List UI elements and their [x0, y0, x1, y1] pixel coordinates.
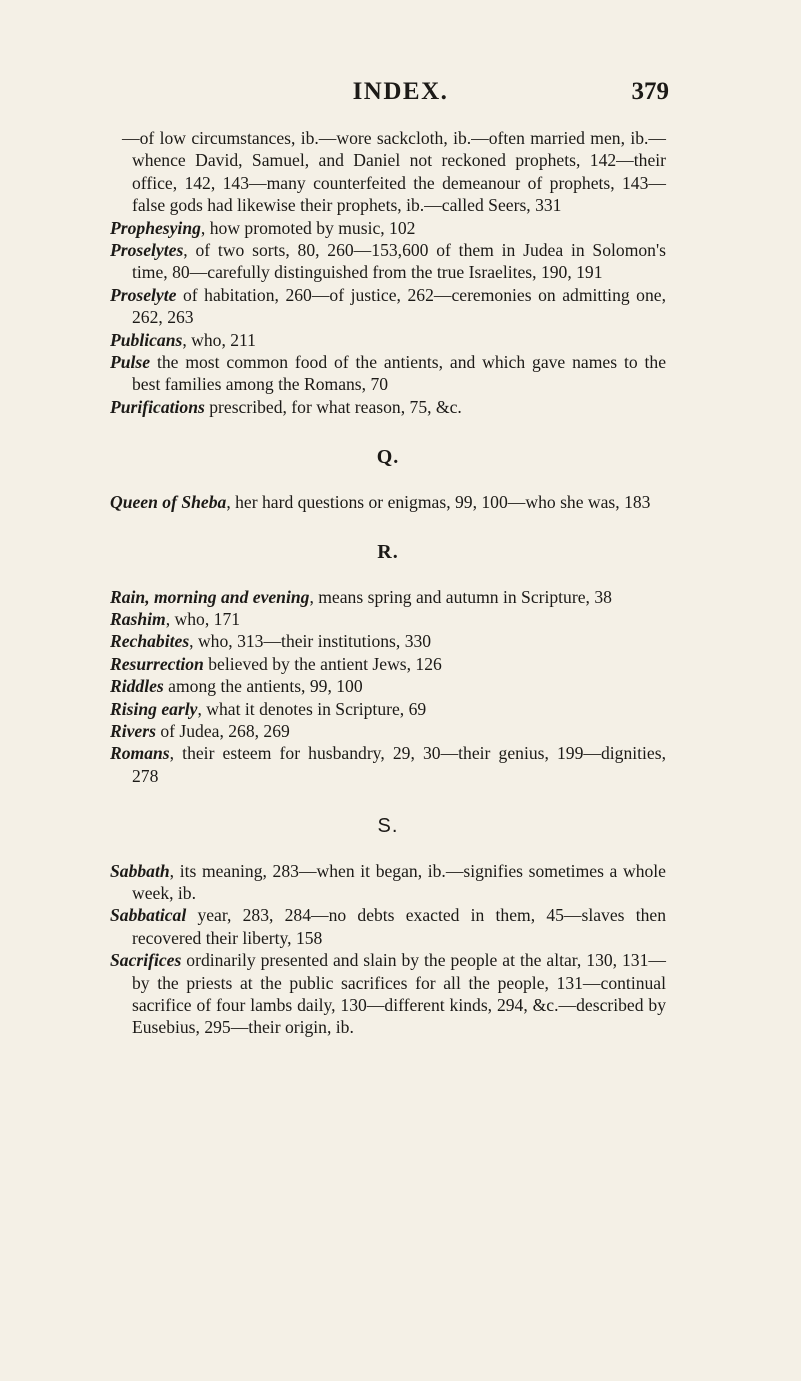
entry-text: —of low circumstances, ib.—wore sackcloth, ib.—often married men, ib.—whence David, Samuel, and Daniel not reckoned prophets, 142—their office, 142, 143—many counterfeited the demeanour of prophets, 143—false gods had likewise their prophets, ib.—called Seers, 331 — [122, 128, 666, 216]
entry-head: Rising early — [110, 698, 198, 719]
entry-head: Publicans — [110, 329, 183, 350]
entry-head: Riddles — [110, 676, 164, 697]
index-entry — [110, 742, 666, 787]
entry-head: Proselyte — [110, 284, 177, 305]
index-body — [110, 127, 666, 1039]
entry-head: Romans — [110, 743, 170, 764]
entry-head: Sabbatical — [110, 905, 187, 926]
entry-text: ordinarily presented and slain by the people at the altar, 130, 131—by the priests at the public sacrifices for all the people, 131—continual sacrifice of four lambs daily, 130—different kinds, 294, &c.—described by Eusebius, 295—their origin, ib. — [132, 950, 666, 1038]
index-entry — [110, 396, 666, 418]
index-entry — [110, 491, 666, 513]
index-entry — [110, 351, 666, 396]
index-entry — [110, 720, 666, 742]
entry-text: of Judea, 268, 269 — [155, 720, 290, 741]
entry-text: , who, 313—their institutions, 330 — [189, 631, 432, 652]
entry-head: Rashim — [110, 608, 166, 629]
index-entry — [110, 675, 666, 697]
index-entry — [110, 127, 666, 217]
entry-text: , means spring and autumn in Scripture, 38 — [309, 586, 612, 607]
entry-head: Purifications — [110, 396, 205, 417]
entry-text: prescribed, for what reason, 75, &c. — [204, 396, 462, 417]
index-entry — [110, 217, 666, 239]
entry-head: Proselytes — [110, 240, 184, 261]
index-entry — [110, 608, 666, 630]
entry-head: Resurrection — [110, 653, 204, 674]
index-entry — [110, 586, 666, 608]
page-title: INDEX. — [352, 78, 449, 105]
entry-head: Rain, morning and evening — [110, 586, 310, 607]
index-entry — [110, 653, 666, 675]
entry-text: , its meaning, 283—when it began, ib.—signifies sometimes a whole week, ib. — [132, 860, 666, 903]
entry-head: Pulse — [110, 352, 151, 373]
section-letter-r: R. — [377, 541, 399, 564]
entry-text: , who, 211 — [182, 329, 256, 350]
entry-text: of habitation, 260—of justice, 262—ceremonies on admitting one, 262, 263 — [132, 284, 666, 328]
entry-head: Queen of Sheba — [110, 491, 227, 512]
entry-text: , how promoted by music, 102 — [200, 217, 416, 238]
entry-text: , what it denotes in Scripture, 69 — [197, 698, 427, 719]
page-number: 379 — [631, 78, 669, 105]
index-entry — [110, 904, 666, 949]
entry-text: among the antients, 99, 100 — [163, 676, 363, 697]
index-entry — [110, 630, 666, 652]
section-letter-q: Q. — [376, 446, 400, 469]
entry-text: , of two sorts, 80, 260—153,600 of them in Judea in Solomon's time, 80—carefully distinguished from the true Israelites, 190, 191 — [132, 240, 666, 283]
index-entry — [110, 698, 666, 720]
index-entry — [110, 284, 666, 329]
entry-head: Rechabites — [110, 631, 190, 652]
running-head — [0, 78, 801, 112]
entry-text: believed by the antient Jews, 126 — [203, 653, 442, 674]
entry-head: Sabbath — [110, 860, 170, 881]
entry-head: Prophesying — [110, 217, 201, 238]
entry-text: the most common food of the antients, and which gave names to the best families among the Romans, 70 — [132, 352, 666, 395]
index-entry — [110, 239, 666, 284]
index-entry — [110, 949, 666, 1039]
entry-text: , who, 171 — [165, 608, 241, 629]
index-entry — [110, 860, 666, 905]
entry-head: Rivers — [110, 720, 156, 741]
entry-head: Sacrifices — [110, 950, 182, 971]
section-letter-s: S. — [377, 815, 399, 838]
entry-text: year, 283, 284—no debts exacted in them, 45—slaves then recovered their liberty, 158 — [132, 905, 666, 948]
entry-text: , their esteem for husbandry, 29, 30—their genius, 199—dignities, 278 — [132, 743, 666, 786]
entry-text: , her hard questions or enigmas, 99, 100—who she was, 183 — [226, 491, 651, 512]
index-entry — [110, 329, 666, 351]
